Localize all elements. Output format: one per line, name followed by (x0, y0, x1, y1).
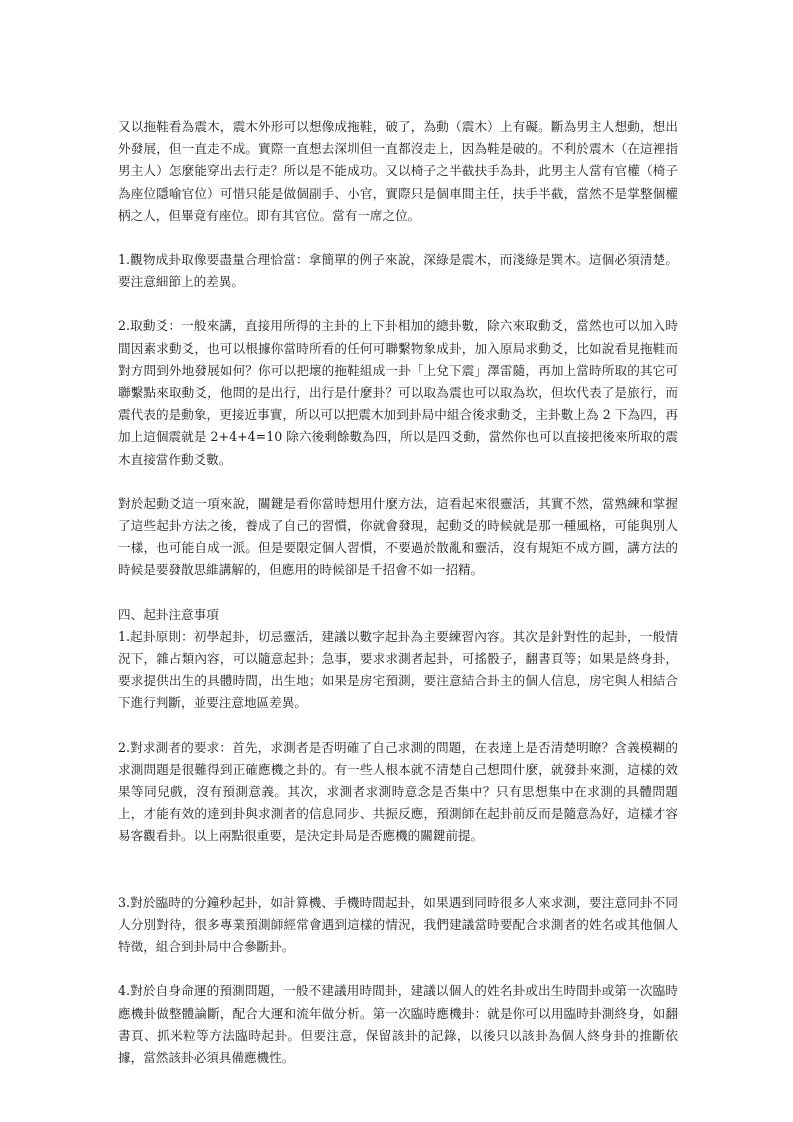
paragraph-life-prediction: 4.對於自身命運的預測問題，一般不建議用時間卦，建議以個人的姓名卦或出生時間卦或第一次臨時應機卦做整體論斷，配合大運和流年做分析。第一次臨時應機卦：就是你可以用臨時卦測終身，如翻書頁、抓米粒等方法臨時起卦。但要注意，保留該卦的記錄，以後只以該卦為個人終身卦的推斷依據，當然該卦必須具備應機性。 (118, 983, 678, 1065)
paragraph-querent-requirements: 2.對求測者的要求：首先，求測者是否明確了自己求測的問題，在表達上是否清楚明瞭？含義模糊的求測問題是很難得到正確應機之卦的。有一些人根本就不清楚自己想問什麼，就發卦來測，這樣的效果等同兒戲，沒有預測意義。其次，求測者求測時意念是否集中？只有思想集中在求測的具體問題上，才能有效的達到卦與求測者的信息同步、共振反應，預測師在起卦前反而是隨意為好，這樣才容易客觀看卦。以上兩點很重要，是決定卦局是否應機的關鍵前提。 (118, 739, 678, 844)
paragraph-moving-line-habit: 對於起動爻這一項來說，關鍵是看你當時想用什麼方法，這看起來很靈活，其實不然，當熟練和掌握了這些起卦方法之後，養成了自己的習慣，你就會發現，起動爻的時候就是那一種風格，可能與別人一樣，也可能自成一派。但是要限定個人習慣，不要過於散亂和靈活，沒有規矩不成方圓，講方法的時候是要發散思維講解的，但應用的時候卻是千招會不如一招精。 (118, 495, 678, 578)
paragraph-point-2-moving-line: 2.取動爻：一般來講，直接用所得的主卦的上下卦相加的總卦數，除六來取動爻，當然也可以加入時間因素求動爻，也可以根據你當時所看的任何可聯繫物象成卦，加入原局求動爻，比如說看見拖鞋而對方問到外地發展如何？你可以把壞的拖鞋組成一卦「上兌下震」澤雷隨，再加上當時所取的其它可聯繫點來取動爻，他問的是出行，出行是什麼卦？可以取為震也可以取為坎，但坎代表了是旅行，而震代表的是動象，更接近事實，所以可以把震木加到卦局中組合後求動爻，主卦數上為 2 下為四，再加上這個震就是 2+4+4=10 除六後剩餘數為四，所以是四爻動，當然你也可以直接把後來所取的震木直接當作動爻數。 (118, 318, 678, 467)
paragraph-gap (118, 293, 678, 315)
paragraph-casting-principles: 1.起卦原則：初學起卦，切忌靈活，建議以數字起卦為主要練習內容。其次是針對性的起卦，一般情況下，雜占類內容，可以隨意起卦；急事，要求求測者起卦，可搖骰子，翻書頁等；如果是終身卦，要求提供出生的具體時間，出生地；如果是房宅預測，要注意結合卦主的個人信息，房宅與人相結合下進行判斷，並要注意地區差異。 (118, 628, 678, 711)
paragraph-slipper-example: 又以拖鞋看為震木，震木外形可以想像成拖鞋，破了，為動（震木）上有礙。斷為男主人想動，想出外發展，但一直走不成。實際一直想去深圳但一直都沒走上，因為鞋是破的。不利於震木（在這裡指男主人）怎麼能穿出去行走？所以是不能成功。又以椅子之半截扶手為卦，此男主人當有官權（椅子為座位隱喻官位）可惜只能是做個副手、小官，實際只是個車間主任，扶手半截，當然不是掌整個權柄之人，但畢竟有座位。即有其官位。當有一席之位。 (118, 119, 678, 223)
paragraph-gap (118, 227, 678, 249)
paragraph-gap (118, 958, 678, 980)
paragraph-point-1-imagery: 1.觀物成卦取像要盡量合理恰當：拿簡單的例子來說，深綠是震木，而淺綠是巽木。這個必須清楚。要注意細節上的差異。 (118, 252, 678, 290)
paragraph-gap (118, 715, 678, 737)
paragraph-gap (118, 582, 678, 604)
paragraph-time-casting: 3.對於臨時的分鐘秒起卦，如計算機、手機時間起卦，如果遇到同時很多人來求測，要注意同卦不同人分別對待，很多專業預測師經常會遇到這樣的情況，我們建議當時要配合求測者的姓名或其他個人特徵，組合到卦局中合參斷卦。 (118, 894, 678, 955)
paragraph-gap (118, 471, 678, 493)
document-body (118, 116, 678, 1069)
paragraph-gap (118, 848, 678, 892)
section-heading: 四、起卦注意事項 (118, 606, 219, 622)
